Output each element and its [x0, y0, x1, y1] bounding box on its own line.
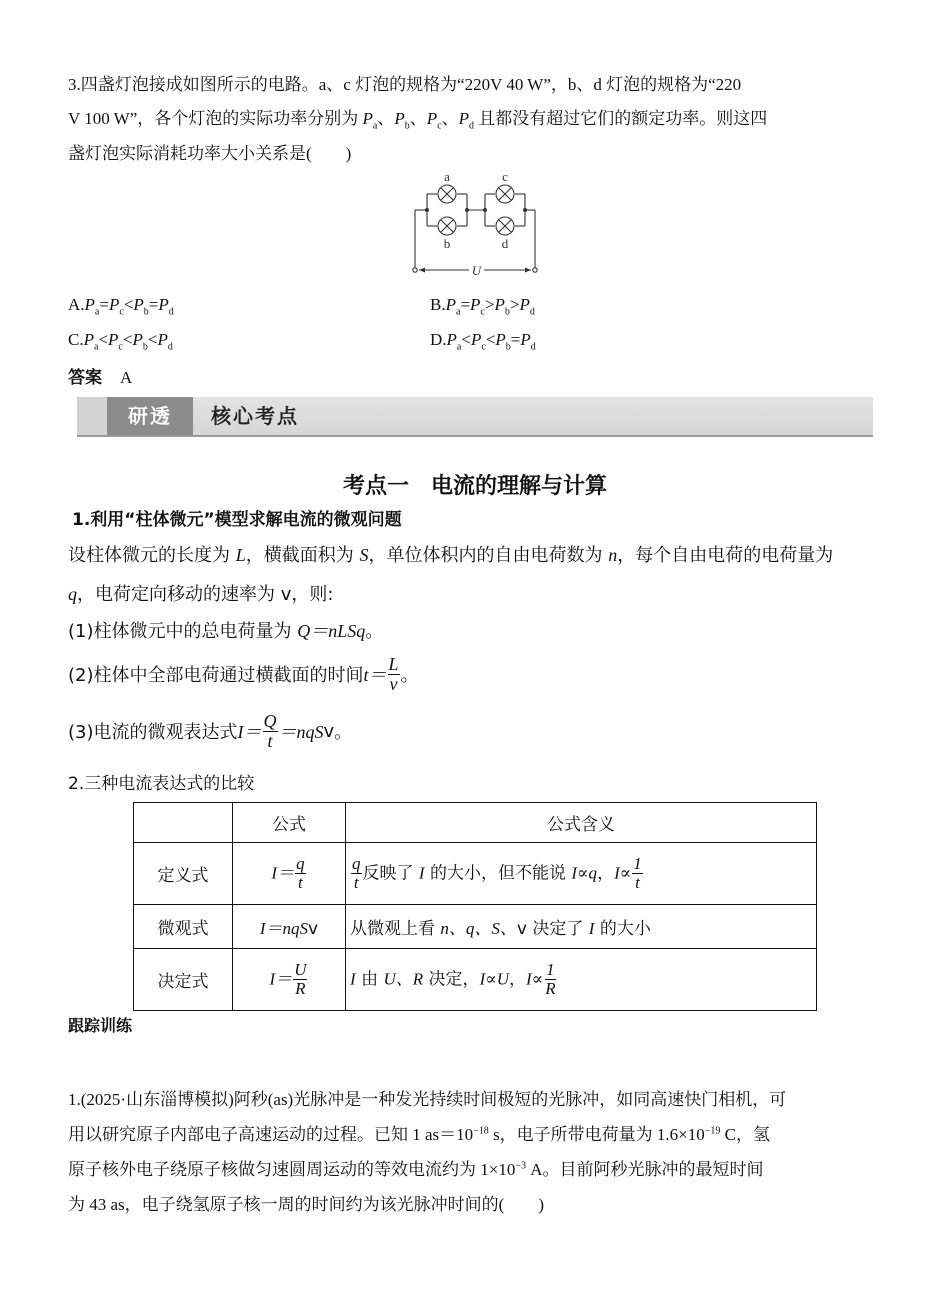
- heading-2: 2.三种电流表达式的比较: [68, 774, 255, 794]
- header-formula: 公式: [233, 803, 346, 843]
- answer-value: A: [120, 368, 133, 387]
- circuit-diagram: [405, 166, 550, 281]
- paragraph-1: 设柱体微元的长度为 L，横截面积为 S，单位体积内的自由电荷数为 n，每个自由电荷的电荷量为: [68, 545, 834, 566]
- lamp-c: [496, 185, 514, 203]
- label-d: d: [501, 236, 509, 251]
- heading-1: 1.利用“柱体微元”模型求解电流的微观问题: [72, 510, 402, 530]
- label-c: c: [502, 169, 508, 184]
- header-meaning: 公式含义: [346, 803, 817, 843]
- paragraph-2: q，电荷定向移动的速率为 v，则:: [68, 584, 334, 605]
- section-title: 考点一 电流的理解与计算: [342, 474, 607, 499]
- q3-line2-text-a: V 100 W”，各个灯泡的实际功率分别为: [68, 109, 363, 128]
- fraction-Q-over-t: $\frac{Q}{t}$: [263, 711, 277, 751]
- item-2: (2)柱体中全部电荷通过横截面的时间 t＝ $\frac{L}{v}$ 。: [68, 654, 419, 694]
- lamp-b: [438, 217, 456, 235]
- label-U: U: [471, 263, 482, 278]
- banner-title: 核心考点: [211, 404, 299, 428]
- q3-line2: V 100 W”，各个灯泡的实际功率分别为 $P_a$、$P_b$、$P_c$、$P_d$ 且都没有超过它们的额定功率。则这四: [68, 109, 768, 132]
- option-c[interactable]: $C.P_a<P_c<P_b<P_d$: [68, 330, 173, 353]
- q3-line3: 盏灯泡实际消耗功率大小关系是( ): [68, 144, 352, 163]
- option-a[interactable]: $A.P_a=P_c<P_b=P_d$: [68, 295, 174, 318]
- label-a: a: [444, 169, 450, 184]
- lamp-d: [496, 217, 514, 235]
- q3-line1: 3.四盏灯泡接成如图所示的电路。a、c 灯泡的规格为“220V 40 W”，b、d 灯泡的规格为“220: [68, 75, 742, 94]
- item-1: (1)柱体微元中的总电荷量为 Q＝nLSq。: [68, 621, 384, 642]
- table-header-row: [134, 803, 817, 843]
- table-row: [134, 843, 817, 905]
- row-formula: I＝ $\frac{U}{R}$: [233, 949, 346, 1011]
- q1-line4: 为 43 as，电子绕氢原子核一周的时间约为该光脉冲时间的( ): [68, 1195, 544, 1214]
- answer-label: 答案: [68, 368, 102, 388]
- q3-line2-text-b: 且都没有超过它们的额定功率。则这四: [473, 109, 768, 128]
- option-d[interactable]: $D.P_a<P_c<P_b=P_d$: [430, 330, 536, 353]
- option-b[interactable]: $B.P_a=P_c>P_b>P_d$: [430, 295, 535, 318]
- row-meaning: 从微观上看 n、q、S、v 决定了 I 的大小: [346, 905, 817, 949]
- lamp-a: [438, 185, 456, 203]
- section-banner: [77, 397, 873, 437]
- fraction-L-over-v: $\frac{L}{v}$: [388, 654, 399, 694]
- answer: [68, 363, 132, 388]
- table-row: [134, 949, 817, 1011]
- row-formula: I＝nqSv: [233, 905, 346, 949]
- row-formula: I＝ $\frac{q}{t}$: [233, 843, 346, 905]
- q1-line2: 用以研究原子内部电子高速运动的过程。已知 1 $as=10^{-18}$ s，电子所带电荷量为 $1.6\times 10^{-19}$ C，氢: [68, 1125, 770, 1144]
- item-3: (3)电流的微观表达式 I＝ $\frac{Q}{t}$ ＝nqS v 。: [68, 711, 353, 751]
- tracking-label: 跟踪训练: [68, 1016, 133, 1035]
- row-meaning: $\frac{q}{t}$ 反映了 I 的大小，但不能说 I∝q，I∝ $\frac{1}{t}$: [346, 843, 817, 905]
- table-row: [134, 905, 817, 949]
- q1-line1: 1.(2025·山东淄博模拟)阿秒(as)光脉冲是一种发光持续时间极短的光脉冲，如同高速快门相机，可: [68, 1090, 787, 1109]
- comparison-table: [133, 802, 817, 1011]
- label-b: b: [443, 236, 451, 251]
- row-meaning: I 由 U、R 决定，I∝U，I∝ $\frac{1}{R}$: [346, 949, 817, 1011]
- row-name: 决定式: [134, 949, 233, 1011]
- row-name: 定义式: [134, 843, 233, 905]
- q1-line3: 原子核外电子绕原子核做匀速圆周运动的等效电流约为 $1\times 10^{-3}$ A。目前阿秒光脉冲的最短时间: [68, 1160, 764, 1179]
- row-name: 微观式: [134, 905, 233, 949]
- banner-tag: 研透: [107, 397, 193, 435]
